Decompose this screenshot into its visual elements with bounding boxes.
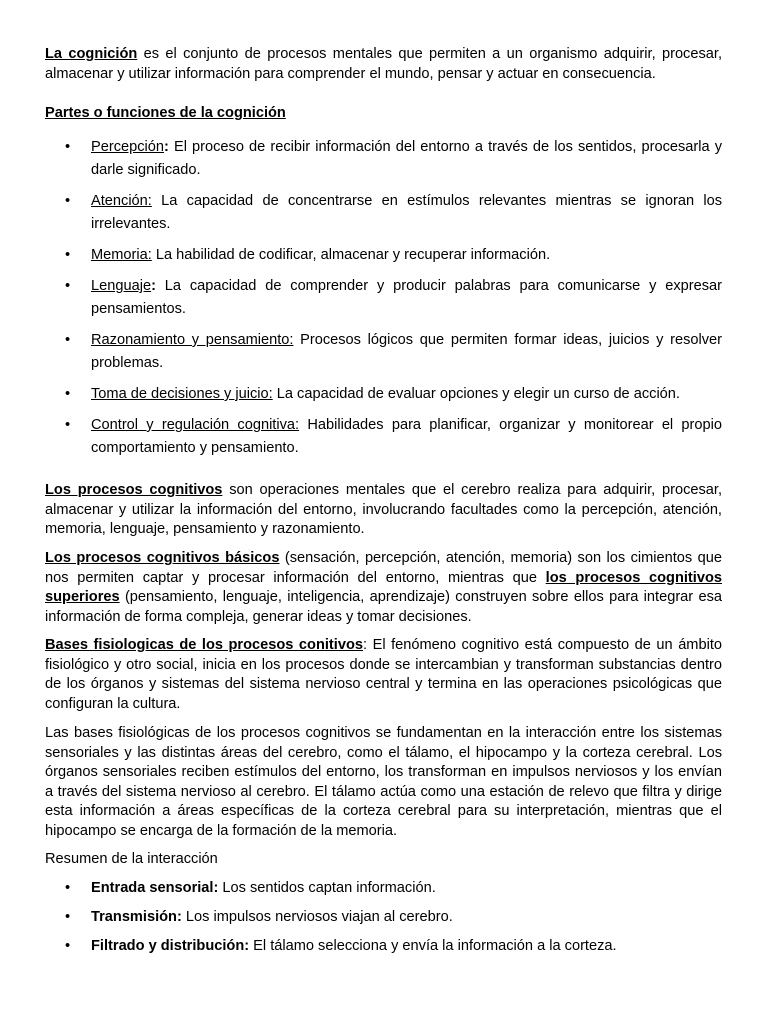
item-text: Procesos lógicos que permiten formar ideas, juicios y resolver problemas.	[91, 332, 722, 371]
item-term: Transmisión:	[91, 909, 182, 925]
bases-text: : El fenómeno cognitivo está compuesto de un ámbito fisiológico y otro social, inicia en los procesos donde se intercambian y transforman substancias dentro de los órganos y sistemas del sistema nervioso central y termina en las operaciones psicológicas que configuran la cultura.	[45, 637, 722, 712]
item-term: Control y regulación cognitiva:	[91, 417, 300, 433]
procesos-text: son operaciones mentales que el cerebro realiza para adquirir, procesar, almacenar y utilizar la información del entorno, involucrando facultades como la percepción, atención, memoria, lenguaje, pensamiento y razonamiento.	[45, 482, 723, 537]
item-text: La capacidad de comprender y producir palabras para comunicarse y expresar pensamientos.	[91, 278, 722, 317]
resumen-list	[45, 877, 722, 958]
basicos-text: (sensación, percepción, atención, memoria) son los cimientos que nos permiten captar y procesar información del entorno, mientras que	[45, 550, 722, 586]
list-item	[45, 414, 722, 460]
list-item	[45, 935, 722, 958]
bullet-icon: •	[65, 909, 71, 925]
bullet-icon: •	[65, 332, 71, 348]
bases-paragraph	[45, 636, 722, 714]
item-text: La habilidad de codificar, almacenar y recuperar información.	[151, 247, 551, 263]
parts-heading-text: Partes o funciones de la cognición	[45, 105, 286, 121]
bullet-icon: •	[65, 880, 71, 896]
bullet-icon: •	[65, 278, 71, 294]
procesos-paragraph	[45, 481, 722, 540]
item-sep: :	[164, 139, 169, 155]
item-text: Habilidades para planificar, organizar y monitorear el propio comportamiento y pensamiento.	[91, 417, 722, 456]
list-item	[45, 136, 722, 182]
item-text: Los impulsos nerviosos viajan al cerebro.	[181, 909, 453, 925]
superiores-term: los procesos cognitivos superiores	[45, 569, 722, 605]
item-term: Atención:	[91, 193, 152, 209]
item-text: La capacidad de concentrarse en estímulos relevantes mientras se ignoran los irrelevantes.	[91, 193, 722, 232]
item-term: Filtrado y distribución:	[91, 938, 250, 954]
superiores-text: (pensamiento, lenguaje, inteligencia, aprendizaje) construyen sobre ellos para integrar esa información de forma compleja, generar ideas y tomar decisiones.	[45, 589, 722, 625]
item-sep: :	[151, 278, 156, 294]
item-text: El proceso de recibir información del entorno a través de los sentidos, procesarla y darle significado.	[91, 139, 722, 178]
basicos-paragraph	[45, 549, 722, 627]
procesos-term: Los procesos cognitivos	[45, 482, 223, 498]
parts-heading	[45, 104, 722, 124]
bullet-icon: •	[65, 938, 71, 954]
list-item	[45, 275, 722, 321]
item-term: Percepción	[91, 139, 165, 155]
bullet-icon: •	[65, 193, 71, 209]
list-item	[45, 906, 722, 929]
interaccion-text: Las bases fisiológicas de los procesos cognitivos se fundamentan en la interacción entre los sistemas sensoriales y las distintas áreas del cerebro, como el tálamo, el hipocampo y la corteza cerebral. Los órganos sensoriales reciben estímulos del entorno, los transforman en impulsos nerviosos y los envían a través del sistema nervioso al cerebro. El tálamo actúa como una estación de relevo que filtra y dirige esta información a áreas específicas de la corteza cerebral para su interpretación, mientras que el hipocampo se encarga de la formación de la memoria.	[45, 725, 722, 839]
list-item	[45, 329, 722, 375]
bullet-icon: •	[65, 386, 71, 402]
list-item	[45, 383, 722, 406]
item-term: Toma de decisiones y juicio:	[91, 386, 273, 402]
intro-text: es el conjunto de procesos mentales que permiten a un organismo adquirir, procesar, almacenar y utilizar información para comprender el mundo, pensar y actuar en consecuencia.	[45, 46, 722, 82]
parts-list	[45, 136, 722, 460]
item-term: Razonamiento y pensamiento:	[91, 332, 294, 348]
list-item	[45, 190, 722, 236]
intro-term: La cognición	[45, 46, 138, 62]
item-text: La capacidad de evaluar opciones y elegir un curso de acción.	[272, 386, 680, 402]
item-text: Los sentidos captan información.	[218, 880, 436, 896]
item-term: Entrada sensorial:	[91, 880, 219, 896]
bullet-icon: •	[65, 247, 71, 263]
bullet-icon: •	[65, 417, 71, 433]
item-text: El tálamo selecciona y envía la información a la corteza.	[249, 938, 617, 954]
resumen-heading-text: Resumen de la interacción	[45, 851, 218, 867]
intro-paragraph	[45, 45, 722, 84]
interaccion-paragraph	[45, 724, 722, 841]
item-term: Lenguaje	[91, 278, 152, 294]
basicos-term: Los procesos cognitivos básicos	[45, 550, 280, 566]
list-item	[45, 877, 722, 900]
resumen-heading	[45, 850, 722, 870]
list-item	[45, 244, 722, 267]
bullet-icon: •	[65, 139, 71, 155]
item-term: Memoria:	[91, 247, 152, 263]
bases-term: Bases fisiologicas de los procesos conitivos	[45, 637, 363, 653]
